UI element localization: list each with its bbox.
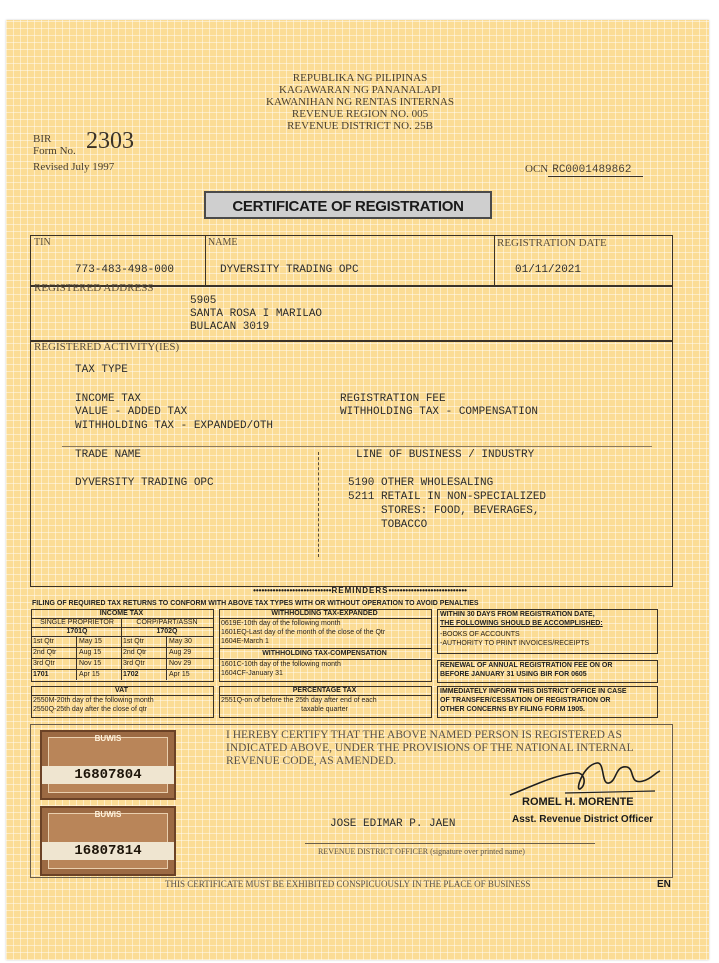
cert-line-3: REVENUE CODE, AS AMENDED. [226,755,397,767]
income-r1-c3: 1st Qtr [123,638,145,645]
business-line-2: 5211 RETAIL IN NON-SPECIALIZED [348,491,547,503]
income-r4-c1: 1701 [33,671,49,678]
officer-name: ROMEL H. MORENTE [522,796,634,808]
income-r3-c4: Nov 29 [169,660,192,667]
registration-date-label: REGISTRATION DATE [497,237,607,249]
wt-expanded-line-1: 0619E-10th day of the following month [221,620,341,627]
business-line-1: 5190 OTHER WHOLESALING [348,477,494,489]
officer-caption: REVENUE DISTRICT OFFICER (signature over printed name) [318,847,525,856]
income-r3-c2: Nov 15 [79,660,102,667]
income-r4-c3: 1702 [123,671,139,678]
cert-line-1: I HEREBY CERTIFY THAT THE ABOVE NAMED PERSON IS REGISTERED AS [226,729,622,741]
reminders-title-text: REMINDERS [331,586,389,595]
wt-expanded-title: WITHHOLDING TAX-EXPANDED [271,610,378,617]
form-number: 2303 [86,128,134,154]
footer-notice: THIS CERTIFICATE MUST BE EXHIBITED CONSPICUOUSLY IN THE PLACE OF BUSINESS [165,879,531,889]
stamp-1-label: BUWIS [94,734,122,743]
income-r2-c2: Aug 15 [79,649,102,656]
tin-label: TIN [34,237,51,248]
form-label-block [33,133,76,157]
agency-header [230,72,490,132]
header-line-3: KAWANIHAN NG RENTAS INTERNAS [266,96,454,108]
income-r2-c3: 2nd Qtr [123,649,147,656]
activities-box [30,340,673,587]
printed-name: JOSE EDIMAR P. JAEN [330,818,456,830]
region-label: REVENUE REGION NO. [291,108,409,120]
reminders-title: ••••••••••••••••••••••••••••REMINDERS•••••••••••••••••••••••••••• [253,586,467,595]
income-r4-c2: Apr 15 [79,671,100,678]
reminder-30-days-item-2: -AUTHORITY TO PRINT INVOICES/RECEIPTS [440,640,590,647]
form-no-label: Form No. [33,145,76,157]
income-r1-c4: May 30 [169,638,192,645]
vat-line-2: 2550Q-25th day after the close of qtr [33,706,148,713]
income-tax-title: INCOME TAX [99,610,144,617]
certificate-title: CERTIFICATE OF REGISTRATION [204,191,492,219]
district-label: REVENUE DISTRICT NO. [287,120,412,132]
wt-expanded-line-3: 1604E-March 1 [221,638,269,645]
income-r4-c4: Apr 15 [169,671,190,678]
ocn-label: OCN [525,163,549,175]
income-col-1: SINGLE PROPRIETOR [40,619,114,626]
tax-type-3: WITHHOLDING TAX - EXPANDED/OTH [75,420,274,432]
filing-header: FILING OF REQUIRED TAX RETURNS TO CONFORM WITH ABOVE TAX TYPES WITH OR WITHOUT OPERATION TO AVOID PENALTIES [32,600,479,607]
activity-divider [318,452,319,557]
tin-value: 773-483-498-000 [75,264,175,276]
line-of-business-label: LINE OF BUSINESS / INDUSTRY [356,449,535,461]
revenue-district [230,120,490,132]
district-number: 25B [414,120,433,132]
name-value: DYVERSITY TRADING OPC [220,264,359,276]
bir-label: BIR [33,133,52,145]
reminder-inform-line-1: IMMEDIATELY INFORM THIS DISTRICT OFFICE IN CASE [440,688,627,695]
wt-comp-line-2: 1604CF-January 31 [221,670,283,677]
tax-type-label: TAX TYPE [75,364,128,376]
address-line-1: 5905 [190,295,217,307]
trade-name-value: DYVERSITY TRADING OPC [75,477,214,489]
header-line-2: KAGAWARAN NG PANANALAPI [279,84,441,96]
percentage-title: PERCENTAGE TAX [292,687,357,694]
percentage-line-1: 2551Q-on of before the 25th day after end of each [221,697,377,704]
wt-expanded-line-2: 1601EQ-Last day of the month of the close of the Qtr [221,629,386,636]
income-col-2: CORP/PART/ASSN [136,619,198,626]
trade-name-label: TRADE NAME [75,449,142,461]
business-line-3: STORES: FOOD, BEVERAGES, [348,505,540,517]
documentary-stamp-2 [40,806,176,876]
address-line-2: SANTA ROSA I MARILAO [190,308,323,320]
address-label: REGISTERED ADDRESS [34,282,154,294]
address-line-3: BULACAN 3019 [190,321,270,333]
income-r2-c4: Aug 29 [169,649,192,656]
wt-comp-line-1: 1601C-10th day of the following month [221,661,341,668]
reminder-inform-line-3: OTHER CONCERNS BY FILING FORM 1905. [440,706,585,713]
revenue-region [230,108,490,120]
footer-code: EN [657,879,671,890]
reminder-30-days-title-2: THE FOLLOWING SHOULD BE ACCOMPLISHED: [440,620,603,627]
registration-date-value: 01/11/2021 [515,264,582,276]
tax-type-2: VALUE - ADDED TAX [75,406,188,418]
header-line-1: REPUBLIKA NG PILIPINAS [292,72,428,84]
ocn-value: RC0001489862 [548,164,643,177]
business-line-4: TOBACCO [348,519,428,531]
wt-comp-title: WITHHOLDING TAX-COMPENSATION [262,650,387,657]
income-form-2: 1702Q [156,628,178,635]
reminder-30-days-title-1: WITHIN 30 DAYS FROM REGISTRATION DATE, [440,611,595,618]
stamp-2-label: BUWIS [94,810,122,819]
income-r3-c1: 3rd Qtr [33,660,55,667]
stamp-1-number: 16807804 [42,766,174,784]
income-r1-c2: May 15 [79,638,102,645]
cert-line-2: INDICATED ABOVE, UNDER THE PROVISIONS OF THE NATIONAL INTERNAL [226,742,634,754]
name-label: NAME [208,237,238,248]
region-number: 005 [411,108,429,120]
tax-type-5: WITHHOLDING TAX - COMPENSATION [340,406,539,418]
ocn-field [525,163,643,176]
reminder-inform-line-2: OF TRANSFER/CESSATION OF REGISTRATION OR [440,697,611,704]
stamp-2-number: 16807814 [42,842,174,860]
form-revised: Revised July 1997 [33,161,115,173]
activities-label: REGISTERED ACTIVITY(IES) [34,341,180,353]
income-r3-c3: 3rd Qtr [123,660,145,667]
documentary-stamp-1 [40,730,176,800]
percentage-line-2: taxable quarter [301,706,348,713]
income-r2-c1: 2nd Qtr [33,649,57,656]
reminder-30-days-item-1: -BOOKS OF ACCOUNTS [440,631,520,638]
vat-title: VAT [115,687,128,694]
vat-line-1: 2550M-20th day of the following month [33,697,154,704]
officer-title: Asst. Revenue District Officer [512,814,654,825]
income-r1-c1: 1st Qtr [33,638,55,645]
reminder-renewal-line-2: BEFORE JANUARY 31 USING BIR FOR 0605 [440,671,587,678]
income-form-1: 1701Q [66,628,88,635]
tax-type-4: REGISTRATION FEE [340,393,446,405]
tax-type-1: INCOME TAX [75,393,142,405]
reminder-renewal-line-1: RENEWAL OF ANNUAL REGISTRATION FEE ON OR [440,662,613,669]
